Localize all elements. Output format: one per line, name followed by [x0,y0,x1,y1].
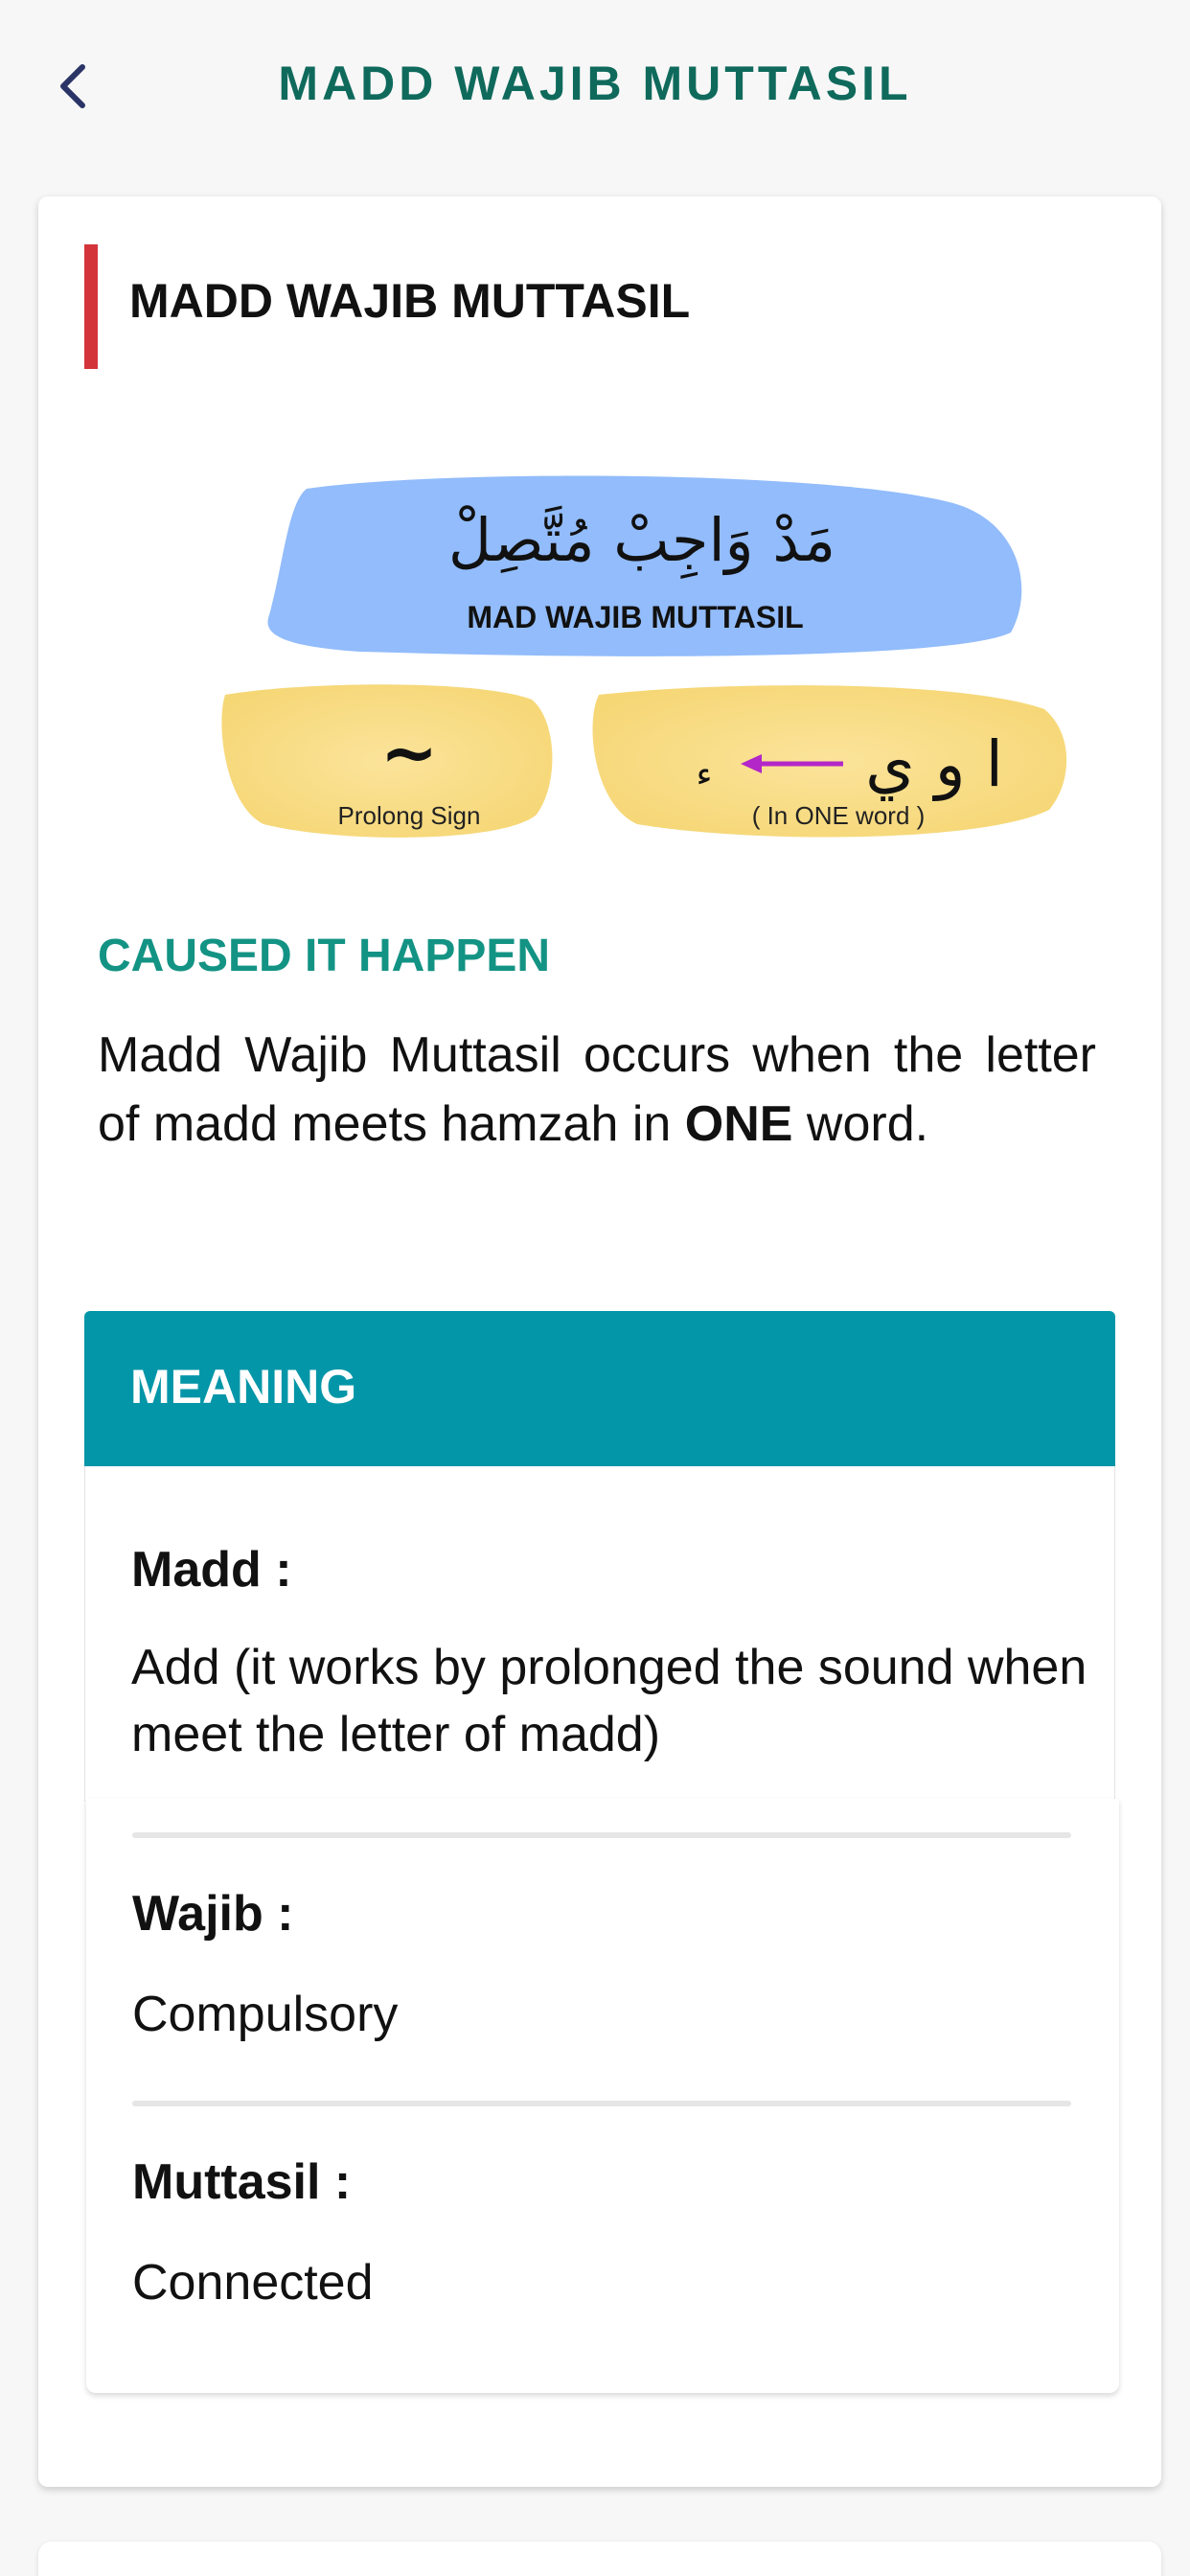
meaning-item-madd [84,1466,1115,1802]
meaning-term: Madd : [131,1542,292,1598]
page-title: MADD WAJIB MUTTASIL [278,57,912,110]
meaning-list [86,1799,1119,2393]
meaning-definition: Add (it works by prolonged the sound when meet the letter of madd) [131,1640,1087,1762]
caused-description [98,1021,1096,1159]
meaning-definition: Connected [132,2255,374,2311]
prolong-glyph: ~ [379,712,439,793]
hamzah-glyph: ء [696,755,713,794]
app-header [0,0,1190,172]
caused-text-after: word. [792,1096,929,1152]
meaning-term: Muttasil : [132,2154,352,2210]
meaning-term: Wajib : [132,1886,294,1942]
caused-heading: CAUSED IT HAPPEN [98,931,551,981]
arabic-title: مَدْ وَاجِبْ مُتَّصِلْ [447,505,836,575]
one-word-label: ( In ONE word ) [751,801,926,830]
meaning-header-label: MEANING [130,1360,357,1414]
card-title: MADD WAJIB MUTTASIL [129,274,691,328]
madd-letters: ا و ي [865,727,1003,801]
prolong-sign-label: Prolong Sign [337,801,481,830]
next-card [38,2542,1161,2576]
meaning-header [84,1311,1115,1466]
caused-text-before: Madd Wajib Muttasil occurs when the letter of madd meets hamzah in [98,1027,1096,1152]
caused-text-bold: ONE [684,1096,793,1152]
divider [132,2101,1071,2106]
madd-illustration [196,465,1068,886]
title-accent-bar [84,244,98,369]
divider [132,1832,1071,1838]
latin-title: MAD WAJIB MUTTASIL [467,600,804,634]
meaning-definition: Compulsory [132,1987,399,2042]
